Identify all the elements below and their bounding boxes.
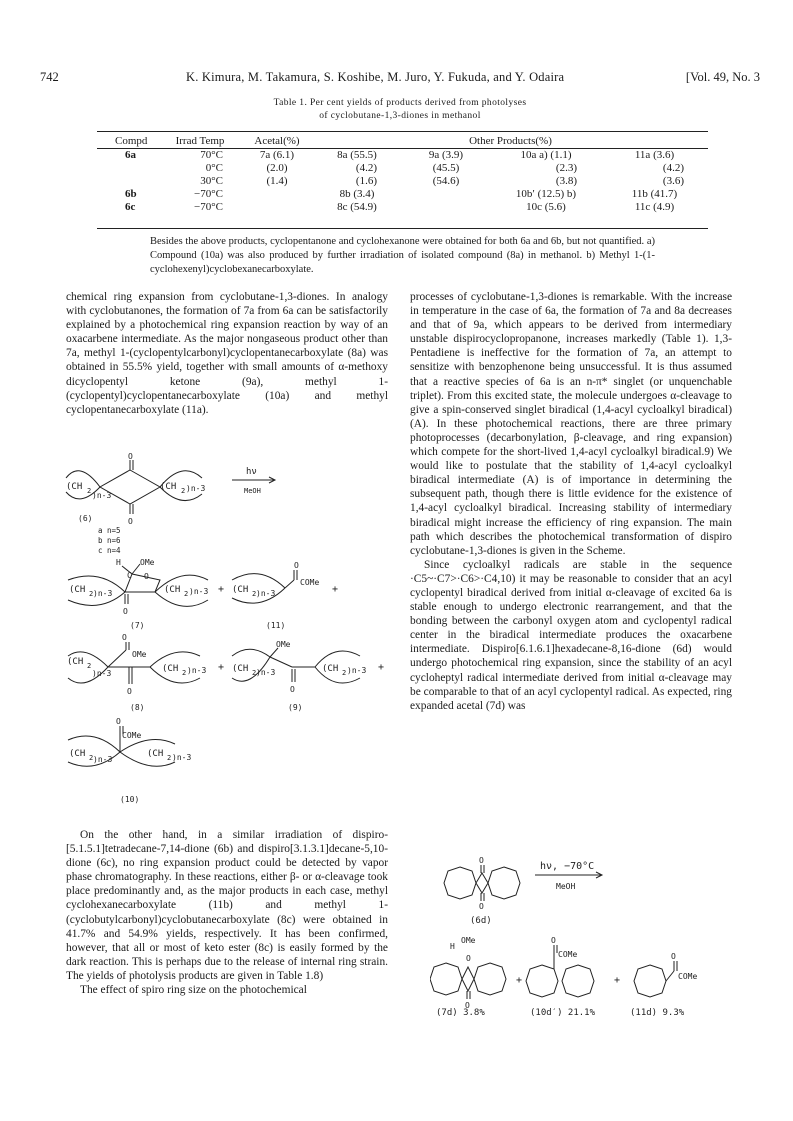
ring-size: )n-3 bbox=[187, 666, 207, 675]
label-9: (9) bbox=[288, 703, 303, 712]
label-8: (8) bbox=[130, 703, 145, 712]
cell-temp: −70°C bbox=[194, 200, 223, 213]
ch2-label: (CH bbox=[67, 657, 84, 667]
ring-size: )n-3 bbox=[93, 755, 113, 764]
col-other-products: Other Products(%) bbox=[469, 135, 552, 147]
ch2-label: (CH bbox=[232, 585, 249, 595]
cell-temp: −70°C bbox=[194, 187, 223, 200]
label-6: (6) bbox=[78, 514, 93, 523]
cell-product: (2.3) bbox=[555, 161, 577, 174]
atom-o: O bbox=[465, 1001, 470, 1010]
ch2-label: (CH bbox=[162, 664, 179, 674]
table-top-rule bbox=[97, 131, 708, 132]
ch2-sub: 2 bbox=[181, 487, 186, 495]
cell-product: (3.8) bbox=[555, 174, 577, 187]
ch2-sub: 2 bbox=[252, 590, 257, 598]
label-7: (7) bbox=[130, 621, 145, 630]
atom-o: O bbox=[466, 954, 471, 963]
atom-o: O bbox=[479, 856, 484, 865]
ring-size: )n-3 bbox=[186, 484, 206, 493]
table-caption-line2: of cyclobutane-1,3-diones in methanol bbox=[319, 111, 481, 121]
cell-product: (1.6) bbox=[355, 174, 377, 187]
cell-product: (45.5) bbox=[432, 161, 460, 174]
cell-compd: 6a bbox=[125, 148, 136, 161]
ch2-sub: 2 bbox=[89, 754, 94, 762]
table-bottom-rule bbox=[97, 228, 708, 229]
table-footnote: Besides the above products, cyclopentanone and cyclohexanone were obtained for both 6a and 6b, but not quantified. a) Compound (10a) was also produced by further irradiation of isolated compound (8a) in methanol. b) Methyl 1-(1-cyclohexenyl)cyclobexanecarboxylate. bbox=[150, 236, 655, 275]
table-row bbox=[97, 187, 708, 200]
come-label: COMe bbox=[300, 578, 320, 587]
reaction-scheme-right bbox=[430, 845, 730, 1020]
atom-o: O bbox=[294, 561, 299, 570]
ch2-sub: 2 bbox=[167, 754, 172, 762]
plus-sign: + bbox=[614, 975, 621, 986]
atom-o: O bbox=[123, 607, 128, 616]
cell-product bbox=[401, 187, 491, 200]
col-compd: Compd bbox=[115, 135, 148, 147]
col-irrad-temp: Irrad Temp bbox=[175, 135, 225, 147]
ch2-label: (CH bbox=[69, 749, 86, 759]
variant-b: b n=6 bbox=[98, 536, 121, 545]
atom-o: O bbox=[122, 633, 127, 642]
variant-a: a n=5 bbox=[98, 526, 121, 535]
paragraph: chemical ring expansion from cyclobutane-1,3-diones. In analogy with cyclobutanones, the formation of 7a from 6a can be satisfactorily explained by a photochemical ring expansion reaction by way of an oxacarbene intermediate. As the major nongaseous product other than 7a, methyl 1-(cyclopentylcarbonyl)cyclopentanecarboxylate (8a) was obtained in 55.5% yield, together with small amounts of α-methoxy dicyclopentyl ketone (9a), methyl 1-(cyclopentyl)cyclopentanecarboxylate (10a) and methyl cyclopentanecarboxylate (11a). bbox=[66, 291, 388, 416]
cell-compd: 6b bbox=[125, 187, 137, 200]
come-label: COMe bbox=[678, 972, 698, 981]
cell-product: (3.6) bbox=[662, 174, 684, 187]
table-header-row bbox=[97, 134, 708, 148]
reaction-scheme-left bbox=[60, 452, 390, 824]
ch2-sub: 2 bbox=[87, 662, 92, 670]
cell-compd: 6c bbox=[125, 200, 136, 213]
cell-temp: 0°C bbox=[205, 161, 223, 174]
plus-sign: + bbox=[378, 662, 385, 673]
cell-product: 8a (55.5) bbox=[337, 148, 377, 161]
cell-compd bbox=[97, 174, 159, 187]
plus-sign: + bbox=[218, 584, 225, 595]
ch2-label: (CH bbox=[147, 749, 164, 759]
ch2-label: (CH bbox=[322, 664, 339, 674]
ch2-sub: 2 bbox=[184, 590, 189, 598]
table-row bbox=[97, 174, 708, 187]
atom-o: O bbox=[144, 572, 149, 581]
ch2-label: (CH bbox=[232, 664, 249, 674]
structure-11d bbox=[634, 961, 677, 997]
cell-temp: 30°C bbox=[200, 174, 223, 187]
atom-o: O bbox=[671, 952, 676, 961]
left-column-bottom bbox=[66, 828, 388, 997]
atom-o: O bbox=[551, 936, 556, 945]
ch2-label: (CH bbox=[66, 482, 83, 492]
solvent-label: MeOH bbox=[556, 882, 576, 891]
paragraph: processes of cyclobutane-1,3-diones is remarkable. With the increase in temperature in the case of 6a, the formation of 7a and 8a decreases and that of 9a, which appears to be derived from intermediary unstable dispirocyclopropanone, increases markedly (Table 1). 1,3-Pentadiene is ineffective for the formation of 7a, an attempt to sensitize with benzophenone being unsuccessful. It is thus assumed that a reactive species of 6a is an n-π* singlet (or unquenchable triplet). From this excited state, the molecule undergoes α-cleavage to give a spin-conserved singlet biradical (1,4-acyl cycloalkyl biradical) (A). In these photochemical reactions, there are three primary photoprocesses (decarbonylation, β-cleavage, and ring expansion) which compete for the short-lived 1,4-acyl cycloalkyl biradical.9) We would like to postulate that the stability of 1,4-acyl cycloalkyl biradical intermediate (A) is of importance in determining the subsequent path, though there is little evidence for the existence of 1,4-acyl cycloalkyl biradical. Increasing stability of intermediary biradical might increase the efficiency of ring expansion. The main path which describes the photochemical transformation of dispiro cyclobutane-1,3-diones is given in the Scheme. bbox=[410, 291, 732, 557]
label-6d: (6d) bbox=[470, 916, 492, 926]
atom-o: O bbox=[128, 452, 133, 461]
conditions-label: hν, −70°C bbox=[540, 861, 595, 872]
right-column bbox=[410, 290, 732, 713]
ring-size: )n-3 bbox=[256, 668, 276, 677]
yield-7d: (7d) 3.8% bbox=[436, 1008, 485, 1018]
plus-sign: + bbox=[516, 975, 523, 986]
paragraph: Since cycloalkyl radicals are stable in the sequence ·C5~·C7>·C6>·C4,10) it may be reasonable to consider that an acyl cyclopentyl biradical derived from initial α-cleavage of excited 6a is stable enough to undergo electronic rearrangement, and that the bonding between the carbonyl oxygen atom and cyclopentyl radical center in the biradical intermediate produces the oxacarbene intermediate. Dispiro[6.1.6.1]hexadecane-8,16-dione (6d) would undergo photochemical ring expansion, since the stability of an acyl cycloheptyl radical intermediate derived from initial α-cleavage may be comparable to that of an acyl cyclopentyl radical. As expected, ring expanded acetal (7d) was bbox=[410, 558, 732, 712]
author-line: K. Kimura, M. Takamura, S. Koshibe, M. Juro, Y. Fukuda, and Y. Odaira bbox=[186, 70, 565, 84]
ch2-label: (CH bbox=[69, 585, 86, 595]
running-header bbox=[40, 70, 760, 86]
ring-size: )n-3 bbox=[256, 589, 276, 598]
paragraph: On the other hand, in a similar irradiation of dispiro-[5.1.5.1]tetradecane-7,14-dione (6b) and dispiro[3.1.3.1]decane-5,10-dione (6c), no ring expansion product could be detected by vapor phase chromatography. In these reactions, either β- or α-cleavage took place predominantly and, as the major products in each case, methyl cyclohexanecarboxylate (11b) and methyl 1-(cyclobutylcarbonyl)cyclobutanecarboxylate (8c) were obtained in 41.7% and 54.9% yields, respectively. It has been confirmed, however, that all or most of keto ester (8c) is easily formed by the dark reaction. This is perhaps due to the release of internal ring strain. The yields of photolysis products are given in Table 1.8) bbox=[66, 829, 388, 982]
cell-product: 10b′ (12.5) b) bbox=[515, 187, 577, 200]
yield-10d-prime: (10d′) 21.1% bbox=[530, 1008, 596, 1018]
yield-11d: (11d) 9.3% bbox=[630, 1008, 685, 1018]
col-acetal: Acetal(%) bbox=[254, 135, 300, 147]
volume-info: [Vol. 49, No. 3 bbox=[685, 70, 760, 84]
cell-product: 11b (41.7) bbox=[631, 187, 678, 200]
atom-h: H bbox=[450, 942, 455, 951]
atom-o: O bbox=[128, 517, 133, 526]
ome-label: OMe bbox=[461, 936, 476, 945]
cell-compd bbox=[97, 161, 159, 174]
plus-sign: + bbox=[332, 584, 339, 595]
label-11: (11) bbox=[266, 621, 286, 630]
cell-product: 11c (4.9) bbox=[634, 200, 675, 213]
cell-product: 10c (5.6) bbox=[526, 200, 566, 213]
ring-size: )n-3 bbox=[93, 589, 113, 598]
structure-9 bbox=[232, 648, 360, 683]
cell-temp: 70°C bbox=[200, 148, 223, 161]
table-row bbox=[97, 200, 708, 213]
solvent-label: MeOH bbox=[244, 487, 261, 495]
cell-product: (4.2) bbox=[662, 161, 684, 174]
table-row bbox=[97, 148, 708, 161]
left-column-top bbox=[66, 290, 388, 417]
cell-acetal bbox=[241, 187, 313, 200]
ch2-label: (CH bbox=[164, 585, 181, 595]
ring-size: )n-3 bbox=[92, 669, 112, 678]
cell-product: 10a a) (1.1) bbox=[520, 148, 572, 161]
structure-7 bbox=[68, 564, 208, 606]
plus-sign: + bbox=[218, 662, 225, 673]
ch2-sub: 2 bbox=[252, 669, 257, 677]
atom-o: O bbox=[116, 717, 121, 726]
ch2-label: (CH bbox=[160, 482, 177, 492]
ch2-sub: 2 bbox=[342, 669, 347, 677]
structure-7d bbox=[430, 963, 506, 999]
cell-product: (54.6) bbox=[432, 174, 460, 187]
cell-product: 8b (3.4) bbox=[339, 187, 375, 200]
yield-table bbox=[97, 134, 708, 213]
atom-o: O bbox=[290, 685, 295, 694]
table-row bbox=[97, 161, 708, 174]
ring-size: )n-3 bbox=[172, 753, 192, 762]
paragraph: The effect of spiro ring size on the photochemical bbox=[80, 984, 307, 997]
table-caption-line1: Table 1. Per cent yields of products derived from photolyses bbox=[273, 98, 527, 108]
cell-acetal bbox=[241, 200, 313, 213]
ome-label: OMe bbox=[140, 558, 155, 567]
atom-h: H bbox=[116, 558, 121, 567]
hv-label: hν bbox=[246, 467, 257, 477]
ch2-sub: 2 bbox=[87, 487, 92, 495]
ch2-sub: 2 bbox=[182, 669, 187, 677]
cell-product: 8c (54.9) bbox=[337, 200, 377, 213]
ring-size: )n-3 bbox=[347, 666, 367, 675]
come-label: COMe bbox=[558, 950, 578, 959]
cell-product: 11a (3.6) bbox=[634, 148, 675, 161]
come-label: COMe bbox=[122, 731, 142, 740]
cell-product: (4.2) bbox=[355, 161, 377, 174]
label-10: (10) bbox=[120, 795, 140, 804]
atom-o: O bbox=[479, 902, 484, 911]
atom-c: C bbox=[127, 571, 132, 580]
ome-label: OMe bbox=[132, 650, 147, 659]
ring-size: )n-3 bbox=[189, 587, 209, 596]
ome-label: OMe bbox=[276, 640, 291, 649]
ch2-sub: 2 bbox=[89, 590, 94, 598]
cell-acetal: (2.0) bbox=[266, 161, 288, 174]
ring-size: )n-3 bbox=[92, 491, 112, 500]
table-caption bbox=[40, 97, 760, 123]
variant-c: c n=4 bbox=[98, 546, 121, 555]
cell-acetal: 7a (6.1) bbox=[259, 148, 295, 161]
page-number: 742 bbox=[40, 70, 59, 84]
atom-o: O bbox=[127, 687, 132, 696]
cell-acetal: (1.4) bbox=[266, 174, 288, 187]
cell-product: 9a (3.9) bbox=[428, 148, 464, 161]
cell-product bbox=[401, 200, 491, 213]
